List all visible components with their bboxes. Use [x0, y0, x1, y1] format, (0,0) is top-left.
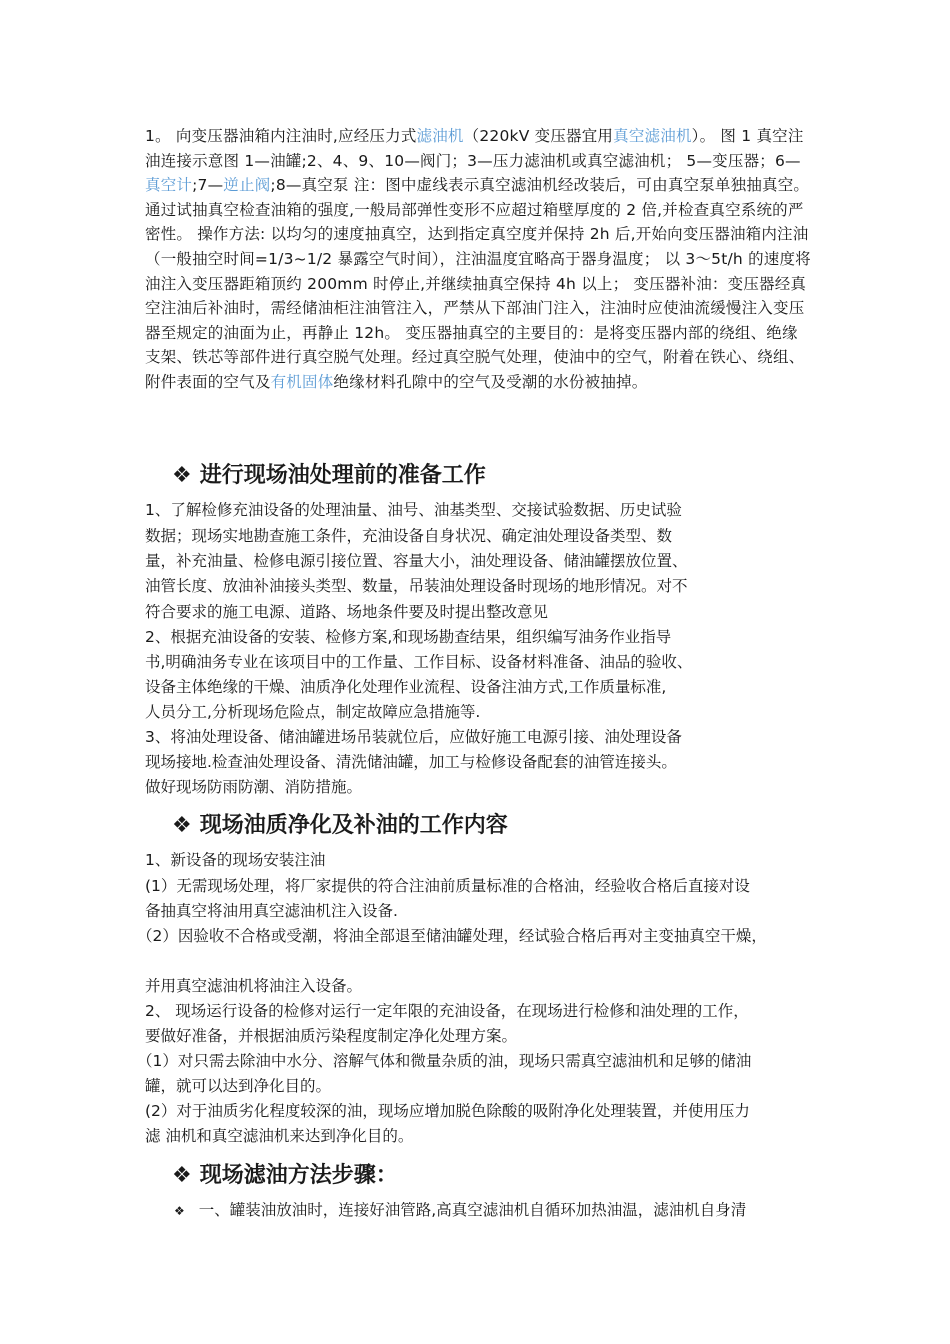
- section1-line: 人员分工,分析现场危险点，制定故障应急措施等.: [145, 703, 481, 721]
- intro-text-1: 1。 向变压器油箱内注油时,应经压力式: [145, 127, 417, 145]
- section-title: 现场滤油方法步骤：: [199, 1163, 398, 1188]
- small-diamond-icon: ❖: [174, 1204, 185, 1218]
- section1-line: 油管长度、放油补油接头类型、数量，吊装油处理设备时现场的地形情况。对不: [145, 577, 688, 595]
- section1-line: 设备主体绝缘的干燥、油质净化处理作业流程、设备注油方式,工作质量标准,: [145, 678, 667, 696]
- section2-line: 要做好准备，并根据油质污染程度制定净化处理方案。: [145, 1027, 518, 1045]
- section2-line: (2）对于油质劣化程度较深的油，现场应增加脱色除酸的吸附净化处理装置，并使用压力: [145, 1102, 750, 1120]
- section1-line: 做好现场防雨防潮、消防措施。: [145, 778, 363, 796]
- section2-line: 1、新设备的现场安装注油: [145, 851, 326, 869]
- section1-line: 1、了解检修充油设备的处理油量、油号、油基类型、交接试验数据、历史试验: [145, 501, 682, 519]
- intro-text-6: 绝缘材料孔隙中的空气及受潮的水份被抽掉。: [333, 372, 648, 391]
- section2-line: 并用真空滤油机将油注入设备。: [145, 977, 363, 995]
- organic-solid-link[interactable]: 有机固体: [270, 372, 334, 391]
- section-heading-purification: [172, 808, 508, 839]
- intro-paragraph: [145, 124, 812, 395]
- section1-line: 3、将油处理设备、储油罐进场吊装就位后，应做好施工电源引接、油处理设备: [145, 728, 682, 746]
- intro-text-2: （220kV 变压器宜用: [463, 127, 614, 145]
- section-heading-preparation: [172, 458, 486, 489]
- section2-line: 2、 现场运行设备的检修对运行一定年限的充油设备，在现场进行检修和油处理的工作，: [145, 1002, 749, 1020]
- section1-line: 书,明确油务专业在该项目中的工作量、工作目标、设备材料准备、油品的验收、: [145, 653, 693, 671]
- section2-line: （1）对只需去除油中水分、溶解气体和微量杂质的油，现场只需真空滤油机和足够的储油: [137, 1052, 752, 1070]
- section1-line: 现场接地.检查油处理设备、清洗储油罐，加工与检修设备配套的油管连接头。: [145, 753, 677, 771]
- section-heading-filtering-steps: [172, 1158, 398, 1189]
- check-valve-link[interactable]: 逆止阀: [223, 176, 271, 195]
- section1-line: 数据；现场实地勘查施工条件，充油设备自身状况、确定油处理设备类型、数: [145, 527, 673, 545]
- filter-machine-link[interactable]: 滤油机: [416, 127, 464, 145]
- section2-line: 滤 油机和真空滤油机来达到净化目的。: [145, 1127, 414, 1145]
- vacuum-filter-link[interactable]: 真空滤油机: [613, 127, 692, 145]
- section1-line: 2、根据充油设备的安装、检修方案,和现场勘查结果，组织编写油务作业指导: [145, 628, 672, 646]
- section2-line: 备抽真空将油用真空滤油机注入设备.: [145, 902, 398, 920]
- section2-line: (1）无需现场处理，将厂家提供的符合注油前质量标准的合格油，经验收合格后直接对设: [145, 877, 750, 895]
- section-title: 现场油质净化及补油的工作内容: [199, 813, 508, 838]
- intro-text-5: ;8—真空泵 注：图中虚线表示真空滤油机经改装后，可由真空泵单独抽真空。 通过试抽真空检查油箱的强度,一般局部弹性变形不应超过箱壁厚度的 2 倍,并检查真空系统的严密性。 操作方法: 以均匀的速度抽真空，达到指定真空度并保持 2h 后,开始向变压器油箱内注油（一般抽空时间=1/3~1/2 暴露空气时间），注油温度宜略高于器身温度； 以 3～5t/h 的速度将油注入变压器距箱顶约 200mm 时停止,并继续抽真空保持 4h 以上； 变压器补油：变压器经真空注油后补油时，需经储油柜注油管注入，严禁从下部油门注入，注油时应使油流缓慢注入变压器至规定的油面为止，再静止 12h。 变压器抽真空的主要目的：是将变压器内部的绕组、绝缘支架、铁芯等部件进行真空脱气处理。经过真空脱气处理，使油中的空气，附着在铁心、绕组、附件表面的空气及: [145, 176, 811, 391]
- section-title: 进行现场油处理前的准备工作: [199, 463, 486, 488]
- step-text: 一、罐装油放油时，连接好油管路,高真空滤油机自循环加热油温，滤油机自身清: [198, 1201, 747, 1219]
- vacuum-gauge-link[interactable]: 真空计: [145, 176, 193, 195]
- diamond-bullet-icon: ❖: [172, 463, 192, 488]
- section2-line: （2）因验收不合格或受潮，将油全部退至储油罐处理，经试验合格后再对主变抽真空干燥，: [137, 927, 767, 945]
- section1-line: 量，补充油量、检修电源引接位置、容量大小，油处理设备、储油罐摆放位置、: [145, 552, 688, 570]
- section2-line: 罐，就可以达到净化目的。: [145, 1077, 332, 1095]
- diamond-bullet-icon: ❖: [172, 1163, 192, 1188]
- intro-text-3: ）。 图 1 真空注油连接示意图 1—油罐;2、4、9、10—阀门；3—压力滤油机或真空滤油机； 5—变压器；6—: [145, 127, 804, 170]
- section1-line: 符合要求的施工电源、道路、场地条件要及时提出整改意见: [145, 603, 549, 621]
- intro-text-4: ;7—: [192, 176, 224, 195]
- diamond-bullet-icon: ❖: [172, 813, 192, 838]
- step-bullet-item: [174, 1198, 746, 1220]
